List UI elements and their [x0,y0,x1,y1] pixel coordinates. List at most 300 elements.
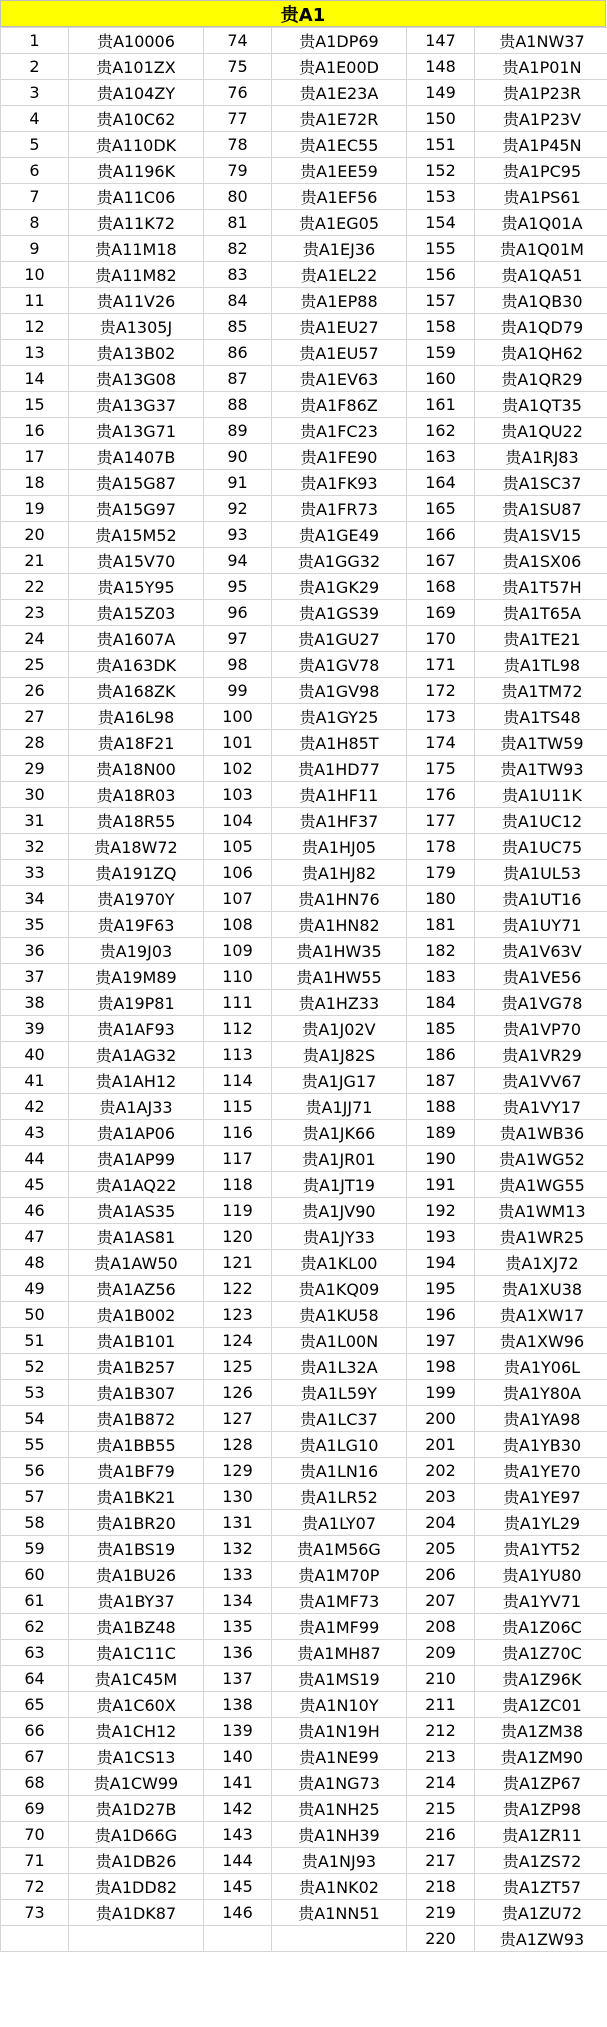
plate-cell[interactable]: 贵A1BU26 [69,1562,204,1588]
index-cell[interactable]: 31 [1,808,69,834]
plate-cell[interactable]: 贵A1B307 [69,1380,204,1406]
plate-cell[interactable]: 贵A1QA51 [475,262,607,288]
index-cell[interactable]: 40 [1,1042,69,1068]
plate-cell[interactable]: 贵A1YV71 [475,1588,607,1614]
index-cell[interactable]: 76 [204,80,272,106]
plate-cell[interactable]: 贵A15Y95 [69,574,204,600]
index-cell[interactable]: 36 [1,938,69,964]
index-cell[interactable]: 111 [204,990,272,1016]
index-cell[interactable]: 35 [1,912,69,938]
plate-cell[interactable]: 贵A1BY37 [69,1588,204,1614]
plate-cell[interactable]: 贵A1ZW93 [475,1926,607,1952]
index-cell[interactable]: 181 [407,912,475,938]
index-cell[interactable]: 77 [204,106,272,132]
plate-cell[interactable]: 贵A15G87 [69,470,204,496]
sheet-title[interactable]: 贵A1 [0,0,606,27]
index-cell[interactable]: 67 [1,1744,69,1770]
plate-cell[interactable]: 贵A1AS35 [69,1198,204,1224]
index-cell[interactable]: 163 [407,444,475,470]
index-cell[interactable]: 156 [407,262,475,288]
index-cell[interactable]: 1 [1,28,69,54]
plate-cell[interactable]: 贵A15Z03 [69,600,204,626]
plate-cell[interactable]: 贵A1YT52 [475,1536,607,1562]
index-cell[interactable]: 182 [407,938,475,964]
index-cell[interactable]: 158 [407,314,475,340]
index-cell[interactable]: 183 [407,964,475,990]
plate-cell[interactable]: 贵A13G71 [69,418,204,444]
plate-cell[interactable]: 贵A1E72R [272,106,407,132]
index-cell[interactable]: 20 [1,522,69,548]
index-cell[interactable]: 72 [1,1874,69,1900]
plate-cell[interactable]: 贵A1DK87 [69,1900,204,1926]
plate-cell[interactable]: 贵A1BS19 [69,1536,204,1562]
plate-cell[interactable]: 贵A1M56G [272,1536,407,1562]
plate-cell[interactable]: 贵A18R03 [69,782,204,808]
index-cell[interactable]: 140 [204,1744,272,1770]
index-cell[interactable]: 114 [204,1068,272,1094]
plate-cell[interactable]: 贵A1WG52 [475,1146,607,1172]
index-cell[interactable]: 217 [407,1848,475,1874]
plate-cell[interactable]: 贵A1QR29 [475,366,607,392]
plate-cell[interactable]: 贵A1LR52 [272,1484,407,1510]
plate-cell[interactable]: 贵A1LN16 [272,1458,407,1484]
index-cell[interactable]: 214 [407,1770,475,1796]
index-cell[interactable]: 97 [204,626,272,652]
index-cell[interactable]: 154 [407,210,475,236]
index-cell[interactable]: 173 [407,704,475,730]
index-cell[interactable]: 62 [1,1614,69,1640]
plate-cell[interactable]: 贵A1DD82 [69,1874,204,1900]
index-cell[interactable]: 59 [1,1536,69,1562]
plate-cell[interactable]: 贵A1D27B [69,1796,204,1822]
index-cell[interactable]: 19 [1,496,69,522]
index-cell[interactable]: 213 [407,1744,475,1770]
index-cell[interactable]: 192 [407,1198,475,1224]
index-cell[interactable]: 151 [407,132,475,158]
plate-cell[interactable]: 贵A1DB26 [69,1848,204,1874]
index-cell[interactable]: 178 [407,834,475,860]
index-cell[interactable]: 126 [204,1380,272,1406]
plate-cell[interactable]: 贵A1H85T [272,730,407,756]
plate-cell[interactable]: 贵A1U11K [475,782,607,808]
plate-cell[interactable]: 贵A1FK93 [272,470,407,496]
plate-cell[interactable]: 贵A1VE56 [475,964,607,990]
index-cell[interactable]: 146 [204,1900,272,1926]
plate-cell[interactable]: 贵A1XW17 [475,1302,607,1328]
index-cell[interactable]: 120 [204,1224,272,1250]
index-cell[interactable]: 102 [204,756,272,782]
plate-cell[interactable]: 贵A19J03 [69,938,204,964]
plate-cell[interactable]: 贵A1WG55 [475,1172,607,1198]
index-cell[interactable]: 115 [204,1094,272,1120]
plate-cell[interactable]: 贵A163DK [69,652,204,678]
plate-cell[interactable]: 贵A1EJ36 [272,236,407,262]
plate-cell[interactable]: 贵A1DP69 [272,28,407,54]
index-cell[interactable]: 87 [204,366,272,392]
index-cell[interactable]: 195 [407,1276,475,1302]
index-cell[interactable]: 132 [204,1536,272,1562]
index-cell[interactable]: 106 [204,860,272,886]
plate-cell[interactable]: 贵A1E23A [272,80,407,106]
index-cell[interactable]: 194 [407,1250,475,1276]
index-cell[interactable]: 215 [407,1796,475,1822]
index-cell[interactable]: 200 [407,1406,475,1432]
index-cell[interactable]: 25 [1,652,69,678]
index-cell[interactable]: 136 [204,1640,272,1666]
index-cell[interactable]: 78 [204,132,272,158]
plate-cell[interactable]: 贵A1AW50 [69,1250,204,1276]
index-cell[interactable]: 145 [204,1874,272,1900]
plate-cell[interactable]: 贵A1SX06 [475,548,607,574]
plate-cell[interactable]: 贵A1QH62 [475,340,607,366]
index-cell[interactable]: 51 [1,1328,69,1354]
plate-cell[interactable]: 贵A1QB30 [475,288,607,314]
index-cell[interactable]: 174 [407,730,475,756]
plate-cell[interactable]: 贵A1VY17 [475,1094,607,1120]
plate-cell[interactable]: 贵A1AQ22 [69,1172,204,1198]
index-cell[interactable]: 37 [1,964,69,990]
index-cell[interactable]: 104 [204,808,272,834]
plate-cell[interactable]: 贵A1KL00 [272,1250,407,1276]
index-cell[interactable]: 94 [204,548,272,574]
index-cell[interactable]: 142 [204,1796,272,1822]
plate-cell[interactable]: 贵A1WR25 [475,1224,607,1250]
plate-cell[interactable]: 贵A1NH25 [272,1796,407,1822]
plate-cell[interactable]: 贵A16L98 [69,704,204,730]
plate-cell[interactable]: 贵A1SU87 [475,496,607,522]
index-cell[interactable]: 117 [204,1146,272,1172]
plate-cell[interactable]: 贵A1GY25 [272,704,407,730]
index-cell[interactable]: 6 [1,158,69,184]
index-cell[interactable]: 63 [1,1640,69,1666]
plate-cell[interactable]: 贵A1PS61 [475,184,607,210]
plate-cell[interactable]: 贵A1AF93 [69,1016,204,1042]
plate-cell[interactable]: 贵A1EG05 [272,210,407,236]
index-cell[interactable]: 80 [204,184,272,210]
index-cell[interactable]: 73 [1,1900,69,1926]
index-cell[interactable]: 162 [407,418,475,444]
index-cell[interactable]: 88 [204,392,272,418]
index-cell[interactable]: 202 [407,1458,475,1484]
plate-cell[interactable]: 贵A1LG10 [272,1432,407,1458]
plate-cell[interactable]: 贵A1TW59 [475,730,607,756]
plate-cell[interactable]: 贵A19F63 [69,912,204,938]
index-cell[interactable]: 199 [407,1380,475,1406]
plate-cell[interactable]: 贵A1TW93 [475,756,607,782]
plate-cell[interactable]: 贵A1N19H [272,1718,407,1744]
index-cell[interactable]: 46 [1,1198,69,1224]
index-cell[interactable]: 109 [204,938,272,964]
index-cell[interactable]: 34 [1,886,69,912]
plate-cell[interactable]: 贵A1MF99 [272,1614,407,1640]
index-cell[interactable]: 165 [407,496,475,522]
plate-cell[interactable]: 贵A13B02 [69,340,204,366]
plate-cell[interactable]: 贵A1RJ83 [475,444,607,470]
index-cell[interactable]: 218 [407,1874,475,1900]
plate-cell[interactable]: 贵A1NN51 [272,1900,407,1926]
index-cell[interactable]: 119 [204,1198,272,1224]
plate-cell[interactable]: 贵A1P01N [475,54,607,80]
index-cell[interactable]: 22 [1,574,69,600]
plate-cell[interactable]: 贵A1YE97 [475,1484,607,1510]
plate-cell[interactable]: 贵A1JG17 [272,1068,407,1094]
plate-cell[interactable]: 贵A1EU27 [272,314,407,340]
plate-cell[interactable]: 贵A1AH12 [69,1068,204,1094]
plate-cell[interactable]: 贵A1ZM38 [475,1718,607,1744]
plate-cell[interactable]: 贵A18R55 [69,808,204,834]
plate-cell[interactable]: 贵A1FC23 [272,418,407,444]
plate-cell[interactable]: 贵A1PC95 [475,158,607,184]
index-cell[interactable]: 98 [204,652,272,678]
plate-cell[interactable]: 贵A11K72 [69,210,204,236]
plate-cell[interactable]: 贵A10C62 [69,106,204,132]
index-cell[interactable]: 144 [204,1848,272,1874]
plate-cell[interactable]: 贵A1KU58 [272,1302,407,1328]
index-cell[interactable]: 23 [1,600,69,626]
plate-cell[interactable]: 贵A1YL29 [475,1510,607,1536]
plate-cell[interactable]: 贵A1HW55 [272,964,407,990]
plate-cell[interactable]: 贵A1EC55 [272,132,407,158]
index-cell[interactable] [204,1926,272,1952]
index-cell[interactable]: 103 [204,782,272,808]
index-cell[interactable]: 42 [1,1094,69,1120]
index-cell[interactable]: 3 [1,80,69,106]
plate-cell[interactable]: 贵A1B002 [69,1302,204,1328]
index-cell[interactable]: 12 [1,314,69,340]
index-cell[interactable]: 185 [407,1016,475,1042]
plate-cell[interactable]: 贵A1BF79 [69,1458,204,1484]
plate-cell[interactable]: 贵A19M89 [69,964,204,990]
plate-cell[interactable]: 贵A1HN76 [272,886,407,912]
plate-cell[interactable]: 贵A1Z70C [475,1640,607,1666]
plate-cell[interactable]: 贵A1TS48 [475,704,607,730]
plate-cell[interactable]: 贵A1UT16 [475,886,607,912]
plate-cell[interactable]: 贵A1HZ33 [272,990,407,1016]
index-cell[interactable]: 141 [204,1770,272,1796]
index-cell[interactable]: 50 [1,1302,69,1328]
plate-cell[interactable]: 贵A1LY07 [272,1510,407,1536]
index-cell[interactable]: 92 [204,496,272,522]
plate-cell[interactable]: 贵A15G97 [69,496,204,522]
index-cell[interactable]: 201 [407,1432,475,1458]
plate-cell[interactable]: 贵A1B257 [69,1354,204,1380]
index-cell[interactable]: 39 [1,1016,69,1042]
plate-cell[interactable]: 贵A1P45N [475,132,607,158]
index-cell[interactable]: 48 [1,1250,69,1276]
plate-cell[interactable]: 贵A1NH39 [272,1822,407,1848]
index-cell[interactable]: 38 [1,990,69,1016]
plate-cell[interactable]: 贵A1MF73 [272,1588,407,1614]
plate-cell[interactable]: 贵A1VP70 [475,1016,607,1042]
index-cell[interactable]: 125 [204,1354,272,1380]
index-cell[interactable]: 169 [407,600,475,626]
index-cell[interactable]: 150 [407,106,475,132]
index-cell[interactable]: 60 [1,1562,69,1588]
index-cell[interactable]: 118 [204,1172,272,1198]
index-cell[interactable]: 65 [1,1692,69,1718]
plate-cell[interactable]: 贵A1D66G [69,1822,204,1848]
index-cell[interactable]: 100 [204,704,272,730]
plate-cell[interactable]: 贵A1ZR11 [475,1822,607,1848]
plate-cell[interactable]: 贵A1MS19 [272,1666,407,1692]
plate-cell[interactable]: 贵A18F21 [69,730,204,756]
plate-cell[interactable]: 贵A1Y80A [475,1380,607,1406]
plate-cell[interactable]: 贵A1GE49 [272,522,407,548]
plate-cell[interactable]: 贵A10006 [69,28,204,54]
plate-cell[interactable] [69,1926,204,1952]
plate-cell[interactable]: 贵A1ZC01 [475,1692,607,1718]
plate-cell[interactable]: 贵A1V63V [475,938,607,964]
index-cell[interactable]: 193 [407,1224,475,1250]
plate-cell[interactable]: 贵A1KQ09 [272,1276,407,1302]
index-cell[interactable]: 124 [204,1328,272,1354]
plate-cell[interactable]: 贵A1EE59 [272,158,407,184]
plate-cell[interactable]: 贵A1VR29 [475,1042,607,1068]
index-cell[interactable]: 105 [204,834,272,860]
index-cell[interactable]: 206 [407,1562,475,1588]
index-cell[interactable]: 68 [1,1770,69,1796]
plate-cell[interactable]: 贵A13G08 [69,366,204,392]
index-cell[interactable]: 128 [204,1432,272,1458]
index-cell[interactable]: 176 [407,782,475,808]
plate-cell[interactable]: 贵A1JY33 [272,1224,407,1250]
index-cell[interactable]: 147 [407,28,475,54]
index-cell[interactable]: 219 [407,1900,475,1926]
index-cell[interactable]: 116 [204,1120,272,1146]
plate-cell[interactable]: 贵A1XU38 [475,1276,607,1302]
plate-cell[interactable]: 贵A1FR73 [272,496,407,522]
plate-cell[interactable]: 贵A1GU27 [272,626,407,652]
plate-cell[interactable]: 贵A1AS81 [69,1224,204,1250]
index-cell[interactable]: 81 [204,210,272,236]
index-cell[interactable]: 137 [204,1666,272,1692]
plate-cell[interactable]: 贵A1GV78 [272,652,407,678]
index-cell[interactable]: 184 [407,990,475,1016]
plate-cell[interactable]: 贵A18N00 [69,756,204,782]
plate-cell[interactable]: 贵A1P23R [475,80,607,106]
plate-cell[interactable]: 贵A1YU80 [475,1562,607,1588]
plate-cell[interactable]: 贵A1Q01M [475,236,607,262]
plate-cell[interactable]: 贵A11V26 [69,288,204,314]
index-cell[interactable]: 11 [1,288,69,314]
index-cell[interactable]: 27 [1,704,69,730]
index-cell[interactable]: 2 [1,54,69,80]
plate-cell[interactable]: 贵A1ZU72 [475,1900,607,1926]
index-cell[interactable]: 84 [204,288,272,314]
index-cell[interactable]: 122 [204,1276,272,1302]
plate-cell[interactable]: 贵A1UY71 [475,912,607,938]
index-cell[interactable]: 13 [1,340,69,366]
plate-cell[interactable]: 贵A1970Y [69,886,204,912]
plate-cell[interactable]: 贵A1VV67 [475,1068,607,1094]
index-cell[interactable]: 21 [1,548,69,574]
plate-cell[interactable]: 贵A1SC37 [475,470,607,496]
plate-cell[interactable]: 贵A1N10Y [272,1692,407,1718]
index-cell[interactable]: 197 [407,1328,475,1354]
plate-cell[interactable]: 贵A1WM13 [475,1198,607,1224]
index-cell[interactable]: 33 [1,860,69,886]
plate-cell[interactable]: 贵A1BZ48 [69,1614,204,1640]
index-cell[interactable]: 175 [407,756,475,782]
plate-cell[interactable]: 贵A1Y06L [475,1354,607,1380]
plate-cell[interactable]: 贵A1JJ71 [272,1094,407,1120]
index-cell[interactable]: 220 [407,1926,475,1952]
index-cell[interactable]: 15 [1,392,69,418]
index-cell[interactable]: 170 [407,626,475,652]
plate-cell[interactable]: 贵A13G37 [69,392,204,418]
index-cell[interactable]: 7 [1,184,69,210]
index-cell[interactable]: 93 [204,522,272,548]
plate-cell[interactable]: 贵A1GG32 [272,548,407,574]
plate-cell[interactable]: 贵A1607A [69,626,204,652]
index-cell[interactable]: 32 [1,834,69,860]
plate-cell[interactable]: 贵A1CW99 [69,1770,204,1796]
plate-cell[interactable]: 贵A1JT19 [272,1172,407,1198]
index-cell[interactable]: 188 [407,1094,475,1120]
index-cell[interactable]: 90 [204,444,272,470]
index-cell[interactable]: 130 [204,1484,272,1510]
plate-cell[interactable]: 贵A1XW96 [475,1328,607,1354]
index-cell[interactable]: 177 [407,808,475,834]
index-cell[interactable]: 75 [204,54,272,80]
plate-cell[interactable]: 贵A1ZM90 [475,1744,607,1770]
index-cell[interactable]: 153 [407,184,475,210]
plate-cell[interactable]: 贵A1NE99 [272,1744,407,1770]
plate-cell[interactable]: 贵A1ZS72 [475,1848,607,1874]
index-cell[interactable]: 9 [1,236,69,262]
plate-cell[interactable]: 贵A1C45M [69,1666,204,1692]
plate-cell[interactable]: 贵A1NJ93 [272,1848,407,1874]
index-cell[interactable]: 180 [407,886,475,912]
plate-cell[interactable]: 贵A1YE70 [475,1458,607,1484]
plate-cell[interactable]: 贵A1VG78 [475,990,607,1016]
index-cell[interactable]: 131 [204,1510,272,1536]
plate-cell[interactable]: 贵A1QT35 [475,392,607,418]
plate-cell[interactable]: 贵A1AZ56 [69,1276,204,1302]
plate-cell[interactable]: 贵A1Q01A [475,210,607,236]
plate-cell[interactable]: 贵A1Z96K [475,1666,607,1692]
index-cell[interactable]: 43 [1,1120,69,1146]
index-cell[interactable]: 107 [204,886,272,912]
index-cell[interactable]: 196 [407,1302,475,1328]
plate-cell[interactable]: 贵A1QD79 [475,314,607,340]
index-cell[interactable]: 113 [204,1042,272,1068]
index-cell[interactable]: 79 [204,158,272,184]
plate-cell[interactable]: 贵A1305J [69,314,204,340]
index-cell[interactable]: 121 [204,1250,272,1276]
plate-cell[interactable]: 贵A1EV63 [272,366,407,392]
index-cell[interactable]: 143 [204,1822,272,1848]
index-cell[interactable]: 190 [407,1146,475,1172]
index-cell[interactable]: 4 [1,106,69,132]
index-cell[interactable]: 167 [407,548,475,574]
index-cell[interactable]: 135 [204,1614,272,1640]
plate-cell[interactable]: 贵A1BR20 [69,1510,204,1536]
plate-cell[interactable]: 贵A1NK02 [272,1874,407,1900]
plate-cell[interactable]: 贵A1HF11 [272,782,407,808]
plate-cell[interactable]: 贵A1L32A [272,1354,407,1380]
index-cell[interactable]: 216 [407,1822,475,1848]
plate-cell[interactable]: 贵A1JV90 [272,1198,407,1224]
index-cell[interactable]: 55 [1,1432,69,1458]
index-cell[interactable]: 189 [407,1120,475,1146]
plate-cell[interactable]: 贵A1BK21 [69,1484,204,1510]
index-cell[interactable]: 101 [204,730,272,756]
index-cell[interactable]: 157 [407,288,475,314]
index-cell[interactable]: 155 [407,236,475,262]
index-cell[interactable] [1,1926,69,1952]
plate-cell[interactable]: 贵A1HJ82 [272,860,407,886]
